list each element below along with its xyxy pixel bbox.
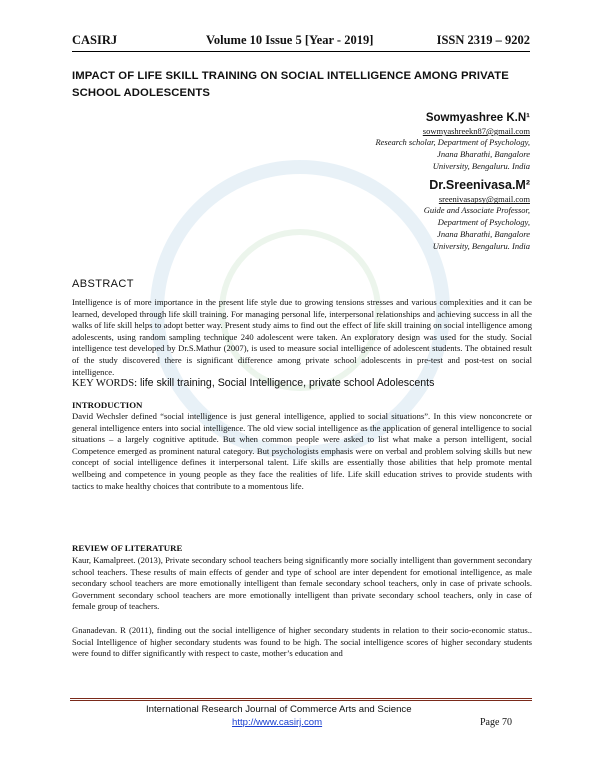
author-affiliation-line: University, Bengaluru. India	[432, 240, 530, 251]
footer-url-link[interactable]: http://www.casirj.com	[232, 717, 323, 728]
author-affiliation-line: Department of Psychology,	[437, 217, 530, 228]
keywords-label: KEY WORDS:	[72, 378, 138, 389]
author-affiliation-line: Jnana Bharathi, Bangalore	[437, 228, 530, 239]
introduction-text: David Wechsler defined “social intelligence is just general intelligence, applied to social situations”. In this view nonconcrete or general intelligence enters into social intelligence. The old view social intelligence as the application of general intelligence to social situations – a largely cognitive aptitude. But when common people were asked to list what make a person intelligent, social Competence emerged as prominent natural category. But psychologists emphasis were on verbal and problem solving skills but new concept of social intelligence defines it interpersonal talent. Life skills are essentially those abilities that help promote mental wellbeing and competence in young people as they face the realities of life. Life skill education strives to provide students with tactics to make healthy choices that contribute to a momentous life.	[72, 411, 532, 491]
keywords-text: life skill training, Social Intelligence, private school Adolescents	[140, 377, 435, 389]
page-number: Page 70	[480, 717, 512, 728]
header-rule	[72, 51, 530, 52]
author-email-link[interactable]: sowmyashreekn87@gmail.com	[422, 126, 530, 136]
author-affiliation-line: Jnana Bharathi, Bangalore	[437, 148, 530, 159]
paper-title: IMPACT OF LIFE SKILL TRAINING ON SOCIAL INTELLIGENCE AMONG PRIVATE SCHOOL ADOLESCENTS	[72, 70, 509, 99]
author-email-link[interactable]: sreenivasapsy@gmail.com	[438, 194, 530, 205]
header-volume: Volume 10 Issue 5 [Year - 2019]	[206, 33, 374, 47]
author-affiliation-line: University, Bengaluru. India	[432, 160, 530, 171]
abstract-heading: ABSTRACT	[72, 278, 134, 290]
author-block	[230, 110, 530, 253]
review-paragraph: Gnanadevan. R (2011), finding out the social intelligence of higher secondary students in relation to their socio-economic status.. Social Intelligence of higher secondary students was found to be high. The social intelligence scores of higher secondary students were found to differ significantly with respect to caste, mother’s education and	[72, 625, 532, 659]
review-paragraph: Kaur, Kamalpreet. (2013), Private secondary school teachers being significantly more socially intelligent than government secondary school teachers. These results of main effects of gender and type of school are inter dependent for emotional intelligence, as male secondary school teachers are more emotionally intelligent than female secondary school teachers, only in case of private schools. Government secondary school teachers are more emotionally intelligent than private secondary school teachers, only in case of female group of teachers.	[72, 555, 532, 612]
footer-rule	[70, 698, 532, 701]
keywords-line	[72, 377, 532, 389]
author-name: Sowmyashree K.N¹	[425, 112, 530, 124]
header-journal: CASIRJ	[72, 33, 118, 47]
author-affiliation-line: Research scholar, Department of Psychology,	[375, 137, 530, 147]
review-heading: REVIEW OF LITERATURE	[72, 543, 183, 553]
header-issn: ISSN 2319 – 9202	[436, 33, 530, 47]
author-affiliation-line: Guide and Associate Professor,	[423, 205, 530, 216]
introduction-heading: INTRODUCTION	[72, 400, 143, 410]
running-header	[72, 33, 530, 51]
abstract-text: Intelligence is of more importance in the present life style due to growing tensions stresses and various complexities and it can be learned, developed through life skill training. For managing personal life, interpersonal relationships and achieving success in all the walks of life skill helps to adopt better way. Present study aims to find out the effect of life skill training on social intelligence among adolescents, using random sampling technique 240 adolescent were taken. An exploratory design was used for the study. Social intelligence test developed by Dr.S.Mathur (2007), is used to measure social intelligence of adolescent students. The obtained result of the study discovered there is significant difference among private school adolescents in pre-test and post-test on social intelligence.	[72, 297, 532, 377]
author-name: Dr.Sreenivasa.M²	[429, 178, 530, 193]
footer-journal: International Research Journal of Commerce Arts and Science	[146, 704, 412, 715]
